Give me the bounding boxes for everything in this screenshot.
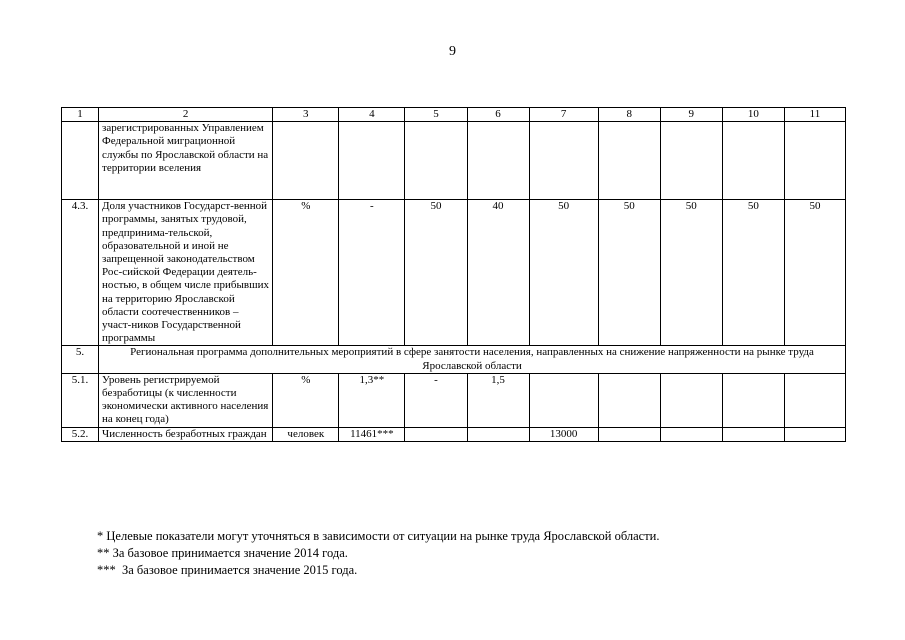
value-cell bbox=[405, 122, 467, 200]
value-cell: 50 bbox=[529, 200, 598, 346]
header-cell: 6 bbox=[467, 108, 529, 122]
value-cell: 1,5 bbox=[467, 373, 529, 427]
section-title-cell: Региональная программа дополнительных мероприятий в сфере занятости населения, направленных на снижение напряженности на рынке труда Ярославской области bbox=[99, 346, 846, 373]
value-cell: 11461*** bbox=[339, 427, 405, 441]
table-row-continuation bbox=[62, 122, 846, 200]
footnote-2: ** За базовое принимается значение 2014 года. bbox=[97, 546, 348, 560]
page-number: 9 bbox=[449, 44, 456, 59]
value-cell bbox=[598, 373, 660, 427]
header-cell: 5 bbox=[405, 108, 467, 122]
header-cell: 10 bbox=[722, 108, 784, 122]
table-row-5-1 bbox=[62, 373, 846, 427]
value-cell: 50 bbox=[405, 200, 467, 346]
value-cell bbox=[405, 427, 467, 441]
header-cell: 9 bbox=[660, 108, 722, 122]
row-number-cell: 5. bbox=[62, 346, 99, 373]
value-cell bbox=[598, 122, 660, 200]
table-row-4-3 bbox=[62, 200, 846, 346]
header-cell: 11 bbox=[784, 108, 845, 122]
row-number-cell: 5.2. bbox=[62, 427, 99, 441]
value-cell: 50 bbox=[722, 200, 784, 346]
value-cell bbox=[529, 373, 598, 427]
table-row-5-2 bbox=[62, 427, 846, 441]
value-cell bbox=[784, 427, 845, 441]
value-cell bbox=[660, 373, 722, 427]
value-cell bbox=[339, 122, 405, 200]
value-cell bbox=[784, 122, 845, 200]
footnote-1: * Целевые показатели могут уточняться в зависимости от ситуации на рынке труда Ярославской области. bbox=[97, 529, 660, 543]
header-cell: 7 bbox=[529, 108, 598, 122]
row-number-cell: 4.3. bbox=[62, 200, 99, 346]
value-cell bbox=[529, 122, 598, 200]
value-cell: 1,3** bbox=[339, 373, 405, 427]
value-cell bbox=[660, 122, 722, 200]
value-cell: 40 bbox=[467, 200, 529, 346]
unit-cell: человек bbox=[273, 427, 339, 441]
unit-cell bbox=[273, 122, 339, 200]
header-cell: 2 bbox=[99, 108, 273, 122]
value-cell bbox=[467, 427, 529, 441]
unit-cell: % bbox=[273, 373, 339, 427]
table-header-row bbox=[62, 108, 846, 122]
value-cell bbox=[722, 427, 784, 441]
footnote-3: *** За базовое принимается значение 2015 года. bbox=[97, 563, 358, 577]
row-number-cell: 5.1. bbox=[62, 373, 99, 427]
value-cell: - bbox=[339, 200, 405, 346]
header-cell: 1 bbox=[62, 108, 99, 122]
indicator-name-cell: Уровень регистрируемой безработицы (к численности экономически активного населения на конец года) bbox=[99, 373, 273, 427]
table-row-5 bbox=[62, 346, 846, 373]
unit-cell: % bbox=[273, 200, 339, 346]
value-cell: 50 bbox=[598, 200, 660, 346]
header-cell: 8 bbox=[598, 108, 660, 122]
header-cell: 4 bbox=[339, 108, 405, 122]
value-cell: - bbox=[405, 373, 467, 427]
indicator-name-cell: зарегистрированных Управлением Федеральной миграционной службы по Ярославской области на территории вселения bbox=[99, 122, 273, 200]
footnotes bbox=[97, 528, 660, 579]
value-cell: 50 bbox=[784, 200, 845, 346]
value-cell bbox=[784, 373, 845, 427]
indicator-name-cell: Доля участников Государст-венной программы, занятых трудовой, предпринима-тельской, образовательной и иной не запрещенной законодательством Рос-сийской Федерации деятель-ностью, в общем числе прибывших на территорию Ярославской области соотечественников – участ-ников Государственной программы bbox=[99, 200, 273, 346]
value-cell bbox=[722, 373, 784, 427]
value-cell bbox=[660, 427, 722, 441]
indicator-name-cell: Численность безработных граждан bbox=[99, 427, 273, 441]
indicators-table bbox=[61, 107, 846, 442]
value-cell bbox=[598, 427, 660, 441]
header-cell: 3 bbox=[273, 108, 339, 122]
value-cell bbox=[722, 122, 784, 200]
row-number-cell bbox=[62, 122, 99, 200]
value-cell: 13000 bbox=[529, 427, 598, 441]
value-cell: 50 bbox=[660, 200, 722, 346]
value-cell bbox=[467, 122, 529, 200]
